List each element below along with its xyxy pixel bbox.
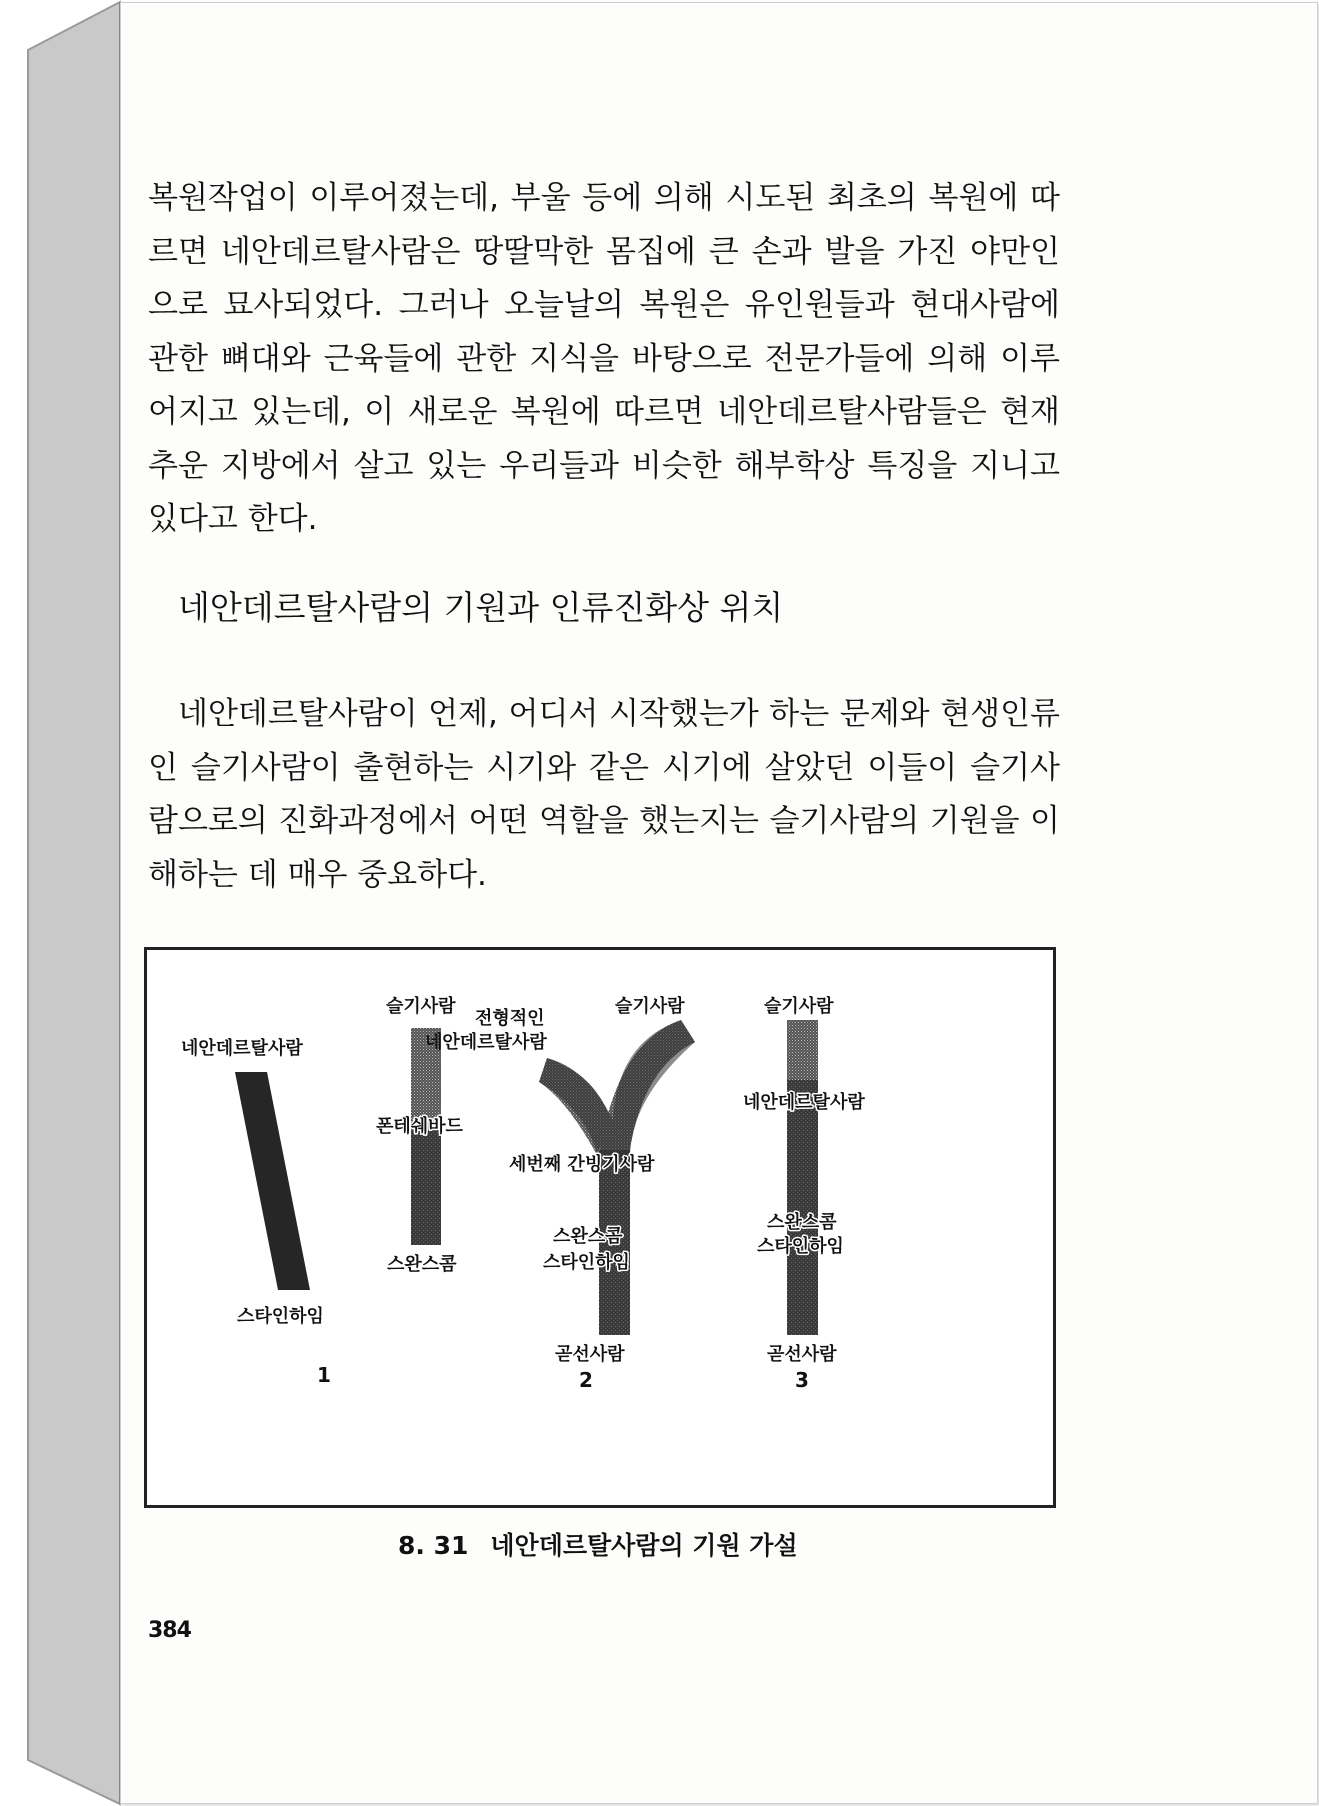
model-1-lineage-bar <box>235 1072 310 1290</box>
figure-caption <box>398 1526 798 1562</box>
model-3-middle-label-2: 스타인하임 <box>757 1236 844 1257</box>
page-number: 384 <box>148 1618 191 1643</box>
model-1b-bottom-label: 스완스콤 <box>387 1254 457 1275</box>
model-1-top-label: 네안데르탈사람 <box>181 1038 303 1059</box>
figure-caption-text: 네안데르탈사람의 기원 가설 <box>490 1531 798 1560</box>
model-3-top-label: 슬기사람 <box>764 996 834 1017</box>
model-2-left-branch-label-2: 네안데르탈사람 <box>425 1032 547 1053</box>
model-2-right-branch-label: 슬기사람 <box>615 996 685 1017</box>
model-2-number: 2 <box>579 1368 593 1392</box>
model-2-left-branch-label-1: 전형적인 <box>475 1008 545 1029</box>
model-3-middle-label-1: 스완스콤 <box>767 1212 837 1233</box>
model-1b-lineage-bar-lower <box>411 1130 441 1245</box>
body-paragraph-2: 네안데르탈사람이 언제, 어디서 시작했는가 하는 문제와 현생인류인 슬기사람이 출현하는 시기와 같은 시기에 살았던 이들이 슬기사람으로의 진화과정에서 어떤 역할을 했는지는 슬기사람의 기원을 이해하는 데 매우 중요하다. <box>148 696 1060 893</box>
model-2-bottom-label: 곧선사람 <box>555 1344 625 1365</box>
model-2-lower-label-2: 스타인하임 <box>543 1252 630 1273</box>
model-3-lineage-bar-top <box>787 1020 818 1080</box>
model-1-number: 1 <box>317 1363 331 1387</box>
model-1b-top-label: 슬기사람 <box>386 996 456 1017</box>
model-1b-middle-label: 폰테쉐바드 <box>376 1116 463 1137</box>
section-heading: 네안데르탈사람의 기원과 인류진화상 위치 <box>178 588 784 627</box>
model-1-bottom-label: 스타인하임 <box>237 1306 324 1327</box>
figure-caption-number: 8. 31 <box>398 1531 469 1560</box>
model-2-middle-label: 세번째 간빙기사람 <box>509 1154 655 1175</box>
model-3-upper-label: 네안데르탈사람 <box>743 1092 865 1113</box>
model-3-number: 3 <box>795 1368 809 1392</box>
figure-diagram <box>147 950 1053 1505</box>
model-2-lower-label-1: 스완스콤 <box>553 1226 623 1247</box>
model-3-bottom-label: 곧선사람 <box>767 1344 837 1365</box>
body-paragraph-1: 복원작업이 이루어졌는데, 부울 등에 의해 시도된 최초의 복원에 따르면 네안데르탈사람은 땅딸막한 몸집에 큰 손과 발을 가진 야만인으로 묘사되었다. 그러나 오늘날의 복원은 유인원들과 현대사람에 관한 뼈대와 근육들에 관한 지식을 바탕으로 전문가들에 의해 이루어지고 있는데, 이 새로운 복원에 따르면 네안데르탈사람들은 현재 추운 지방에서 살고 있는 우리들과 비슷한 해부학상 특징을 지니고 있다고 한다. <box>148 180 1060 537</box>
origin-hypothesis-figure <box>144 947 1056 1508</box>
